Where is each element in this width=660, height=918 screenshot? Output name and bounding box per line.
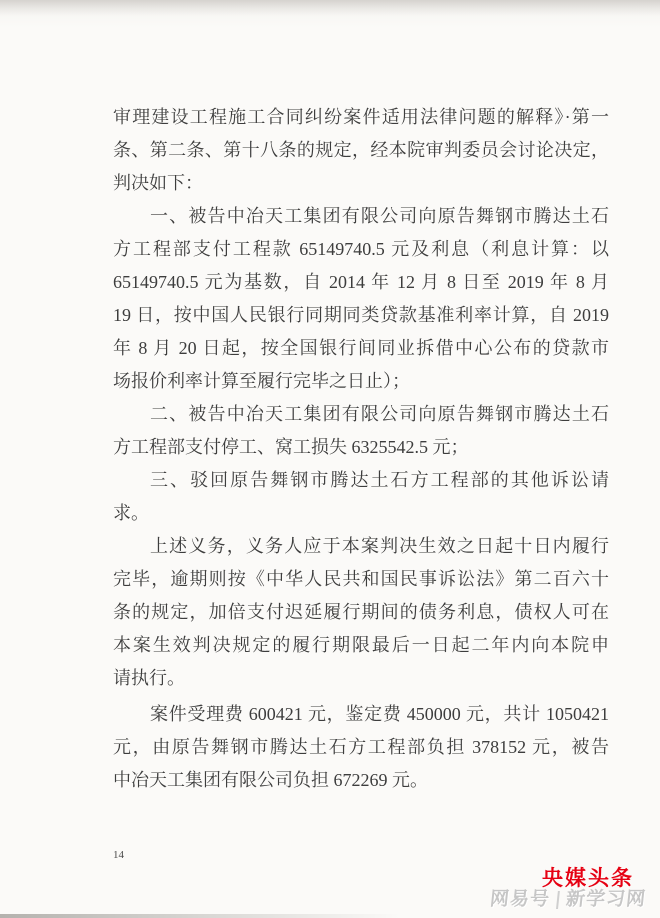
judgment-line: 完毕，逾期则按《中华人民共和国民事诉讼法》第二百六十 [113,569,609,589]
judgment-line: 场报价利率计算至履行完毕之日止）； [113,371,410,391]
judgment-line: 审理建设工程施工合同纠纷案件适用法律问题的解释》·第一 [113,107,609,127]
watermark-platform-label: 网易号 [488,889,552,910]
judgment-line: 方工程部支付停工、窝工损失 6325542.5 元； [113,437,469,457]
judgment-line: 年 8 月 20 日起，按全国银行间同业拆借中心公布的贷款市 [113,338,609,358]
judgment-line: 65149740.5 元为基数，自 2014 年 12 月 8 日至 2019 年 8 月 [113,272,609,292]
scan-top-smudge [0,0,660,16]
judgment-line-item-3: 三、驳回原告舞钢市腾达土石方工程部的其他诉讼请 [150,470,609,490]
judgment-line: 判决如下： [113,173,203,193]
judgment-line: 条的规定，加倍支付迟延履行期间的债务利息，债权人可在 [113,602,609,622]
judgment-line: 求。 [113,503,149,523]
judgment-text-block [113,101,609,797]
watermark-subline [489,890,647,909]
judgment-line: 元，由原告舞钢市腾达土石方工程部负担 378152 元，被告 [113,737,609,757]
judgment-line: 方工程部支付工程款 65149740.5 元及利息（利息计算：以 [113,239,609,259]
judgment-line: 请执行。 [113,668,185,688]
watermark-headline: 央媒头条 [542,867,634,890]
judgment-line-item-1: 一、被告中冶天工集团有限公司向原告舞钢市腾达土石 [150,206,609,226]
watermark [490,869,646,909]
judgment-line-fees: 案件受理费 600421 元，鉴定费 450000 元，共计 1050421 [150,704,609,724]
watermark-site-label: 新学习网 [564,889,648,910]
judgment-line: 条、第二条、第十八条的规定，经本院审判委员会讨论决定， [113,140,609,160]
page-number: 14 [113,849,124,861]
judgment-line-item-2: 二、被告中冶天工集团有限公司向原告舞钢市腾达土石 [150,404,609,424]
judgment-line: 中冶天工集团有限公司负担 672269 元。 [113,770,428,790]
scan-bottom-smudge [0,914,400,918]
judgment-line: 19 日，按中国人民银行同期同类贷款基准利率计算，自 2019 [113,305,609,325]
judgment-line: 上述义务，义务人应于本案判决生效之日起十日内履行 [150,536,609,556]
judgment-line: 本案生效判决规定的履行期限最后一日起二年内向本院申 [113,635,609,655]
watermark-separator-bar [556,891,560,909]
